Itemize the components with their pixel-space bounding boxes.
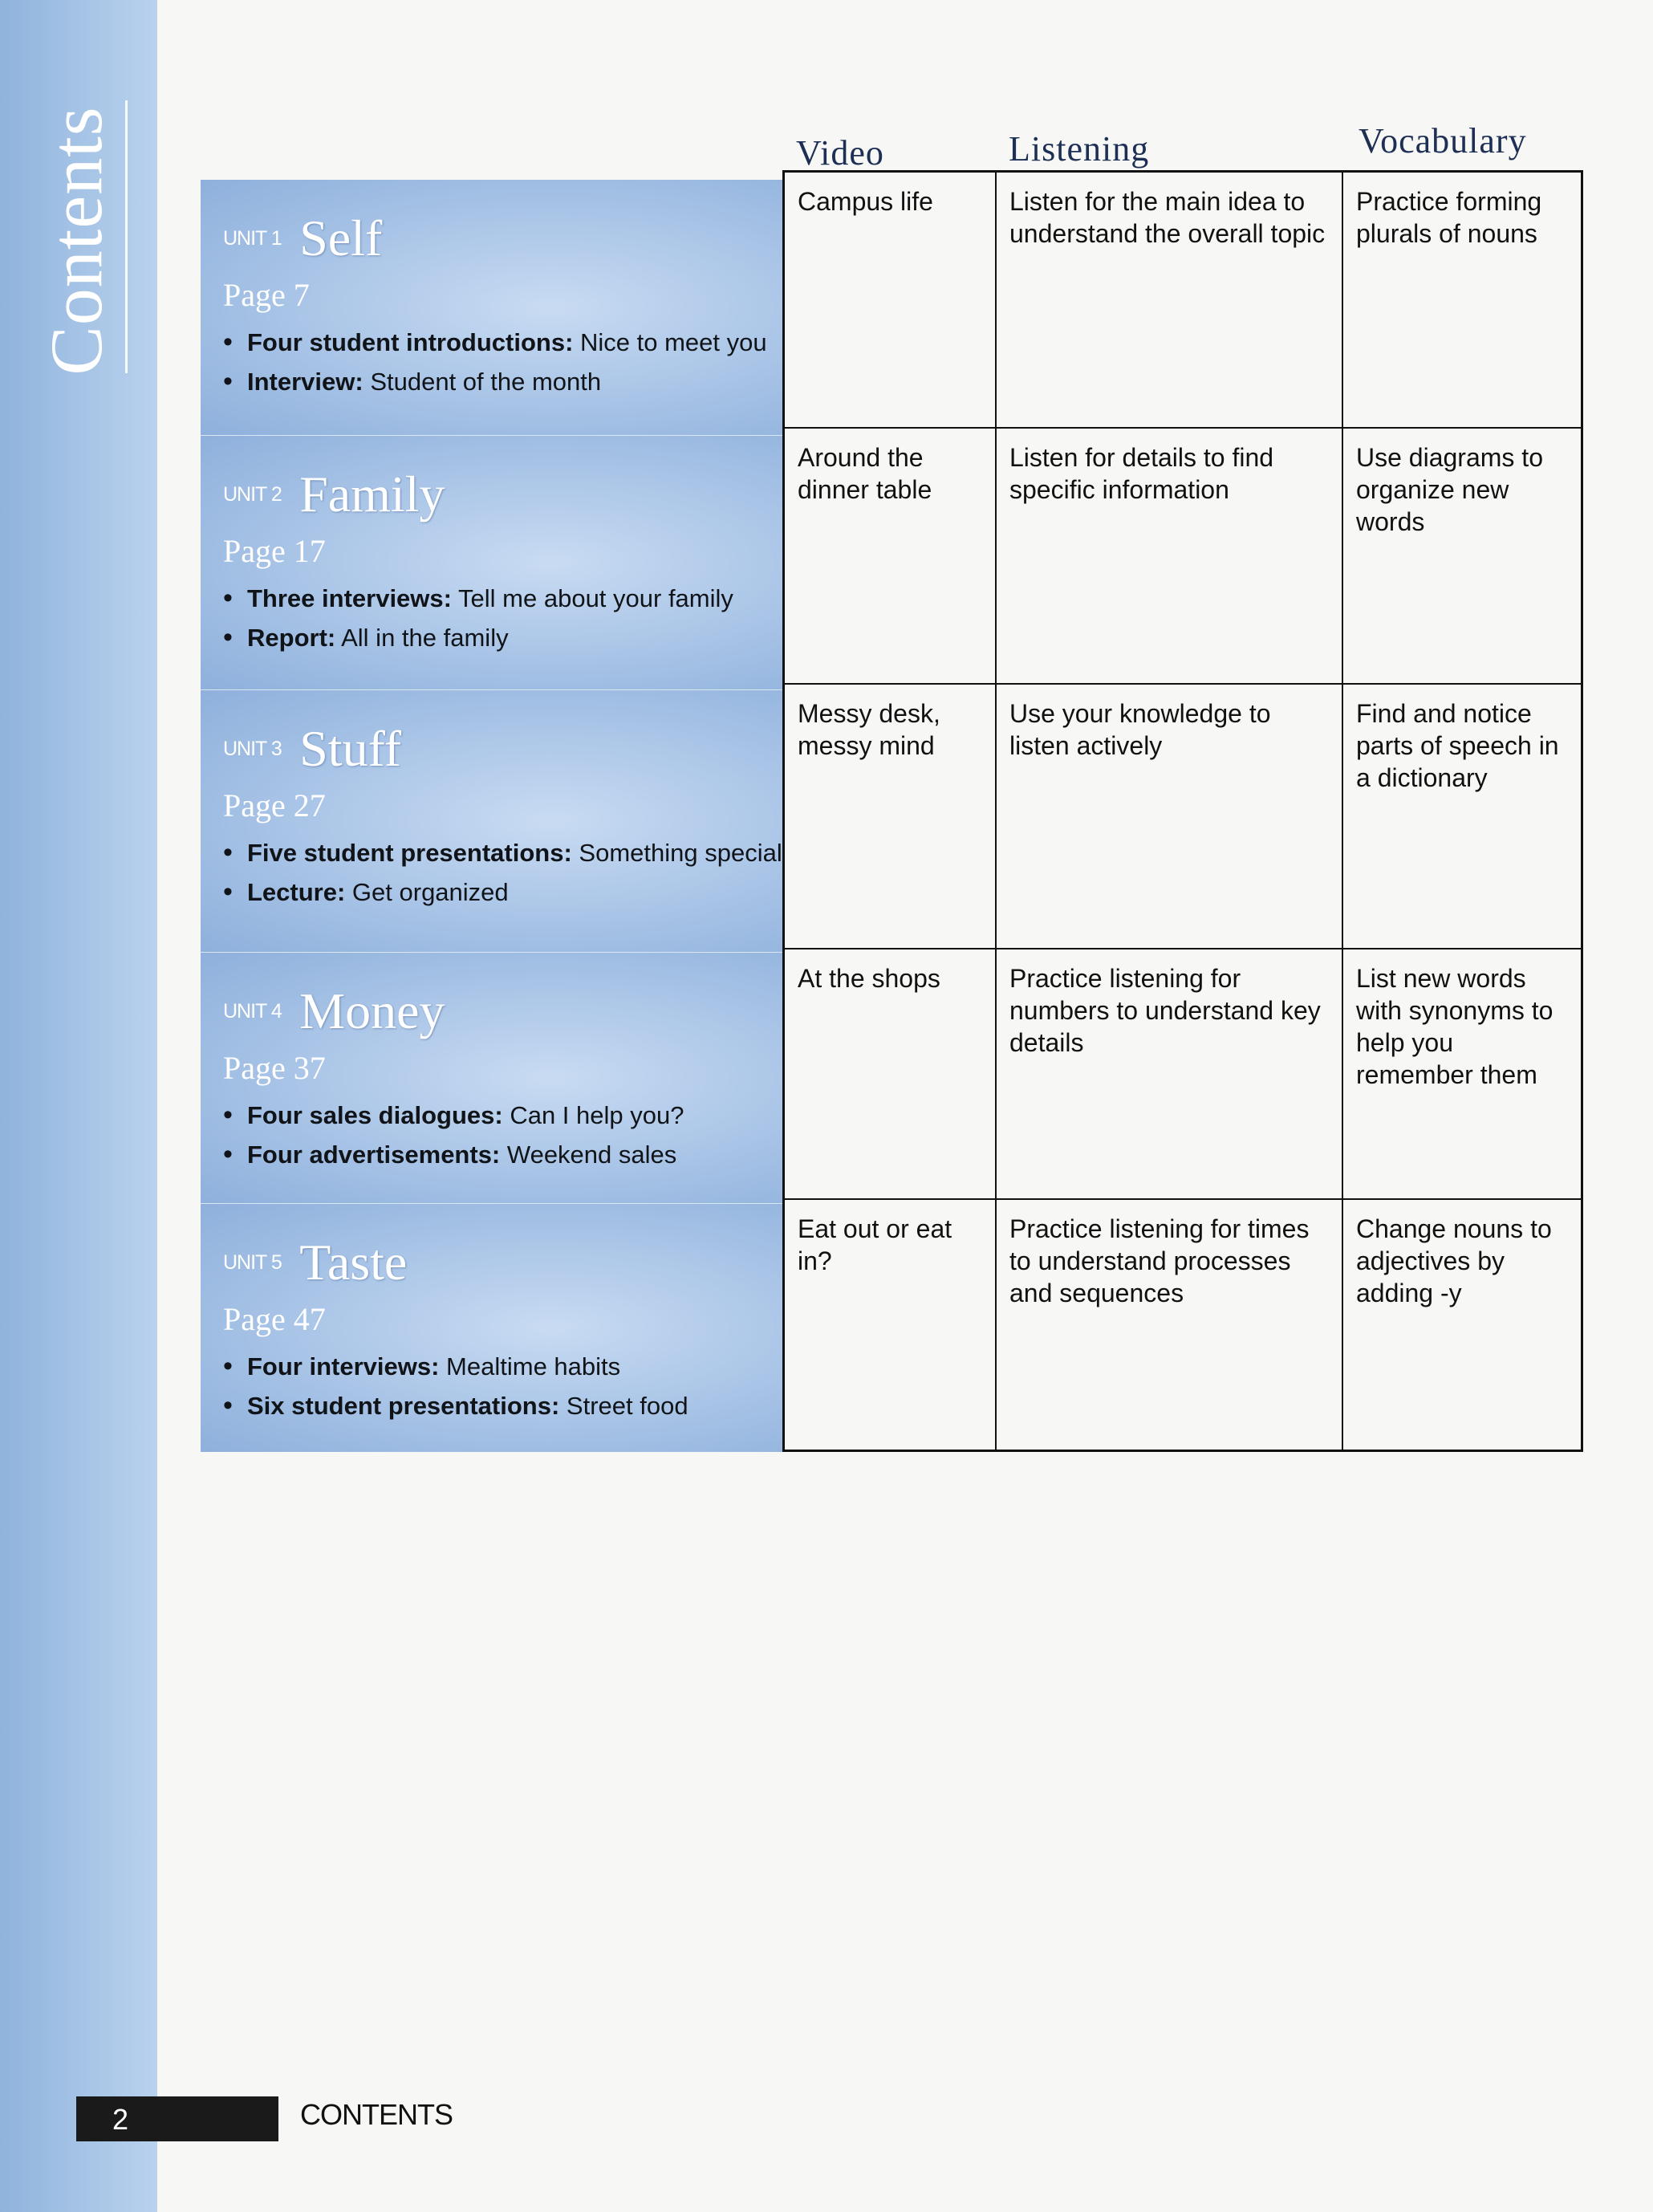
bullet-item <box>223 323 767 362</box>
unit-bullet-list <box>223 833 782 912</box>
column-header-vocabulary: Vocabulary <box>1359 121 1527 161</box>
bullet-text: All in the family <box>335 624 509 652</box>
bullet-item <box>223 1347 688 1386</box>
contents-table <box>782 170 1583 1452</box>
video-cell: Around the dinner table <box>785 429 997 685</box>
listening-cell: Practice listening for numbers to understand key details <box>997 949 1343 1200</box>
column-header-listening: Listening <box>1009 129 1150 169</box>
bullet-item <box>223 618 733 657</box>
unit-name: Self <box>299 209 383 266</box>
bullet-text: Nice to meet you <box>573 328 767 356</box>
unit-bullet-list <box>223 579 733 657</box>
contents-heading: Contents <box>35 106 117 376</box>
video-cell: Eat out or eat in? <box>785 1200 997 1450</box>
bullet-text: Something special <box>571 839 782 867</box>
bullet-text: Tell me about your family <box>451 584 733 612</box>
video-cell: Campus life <box>785 173 997 429</box>
bullet-text: Street food <box>559 1392 688 1420</box>
listening-cell: Practice listening for times to understand processes and sequences <box>997 1200 1343 1450</box>
sidebar <box>0 0 157 2212</box>
bullet-item <box>223 579 733 618</box>
vocabulary-cell: Practice forming plurals of nouns <box>1343 173 1581 429</box>
sidebar-title <box>16 96 136 385</box>
vocabulary-cell: Use diagrams to organize new words <box>1343 429 1581 685</box>
unit-label: UNIT 3 <box>223 737 282 760</box>
listening-cell: Use your knowledge to listen actively <box>997 685 1343 949</box>
unit-name: Stuff <box>299 720 402 777</box>
unit-heading <box>223 209 382 268</box>
footer-section-label: CONTENTS <box>300 2098 453 2131</box>
bullet-item <box>223 1096 684 1135</box>
unit-name: Family <box>299 466 445 523</box>
bullet-bold: Six student presentations: <box>247 1392 560 1420</box>
unit-panel-3[interactable] <box>201 690 785 955</box>
unit-panel-2[interactable] <box>201 436 785 693</box>
bullet-bold: Report: <box>247 624 336 652</box>
video-cell: Messy desk, messy mind <box>785 685 997 949</box>
column-header-video: Video <box>796 133 884 173</box>
unit-heading <box>223 719 401 779</box>
unit-bullet-list <box>223 323 767 401</box>
unit-page-link[interactable]: Page 47 <box>223 1301 326 1337</box>
bullet-bold: Four student introductions: <box>247 328 574 356</box>
bullet-text: Can I help you? <box>502 1101 684 1129</box>
unit-label: UNIT 4 <box>223 999 282 1023</box>
bullet-bold: Four advertisements: <box>247 1141 501 1169</box>
video-cell: At the shops <box>785 949 997 1200</box>
bullet-text: Mealtime habits <box>439 1352 621 1380</box>
unit-name: Money <box>299 982 445 1039</box>
bullet-text: Get organized <box>345 878 509 906</box>
footer-page-number: 2 <box>112 2103 129 2136</box>
unit-page-link[interactable]: Page 17 <box>223 533 326 569</box>
unit-page-link[interactable]: Page 37 <box>223 1050 326 1086</box>
bullet-bold: Interview: <box>247 368 363 396</box>
unit-bullet-list <box>223 1347 688 1425</box>
bullet-text: Weekend sales <box>500 1141 677 1169</box>
listening-cell: Listen for details to find specific information <box>997 429 1343 685</box>
bullet-item <box>223 872 782 912</box>
vocabulary-cell: Change nouns to adjectives by adding -y <box>1356 1214 1552 1307</box>
unit-heading <box>223 465 445 524</box>
bullet-text: Student of the month <box>363 368 602 396</box>
bullet-item <box>223 1135 684 1174</box>
unit-page-link[interactable]: Page 27 <box>223 787 326 823</box>
bullet-bold: Lecture: <box>247 878 346 906</box>
bullet-item <box>223 362 767 401</box>
unit-panel-4[interactable] <box>201 953 785 1206</box>
bullet-bold: Four interviews: <box>247 1352 440 1380</box>
sidebar-divider <box>125 100 128 373</box>
listening-cell: Listen for the main idea to understand the overall topic <box>997 173 1343 429</box>
unit-bullet-list <box>223 1096 684 1174</box>
unit-name: Taste <box>299 1234 408 1291</box>
unit-label: UNIT 2 <box>223 482 282 506</box>
unit-panel-5[interactable] <box>201 1204 785 1452</box>
footer-page-box <box>76 2096 278 2141</box>
unit-page-link[interactable]: Page 7 <box>223 277 310 313</box>
vocabulary-cell: List new words with synonyms to help you remember them <box>1343 949 1581 1200</box>
unit-label: UNIT 1 <box>223 226 282 250</box>
unit-label: UNIT 5 <box>223 1250 282 1274</box>
bullet-item <box>223 833 782 872</box>
bullet-item <box>223 1386 688 1425</box>
bullet-bold: Four sales dialogues: <box>247 1101 503 1129</box>
unit-heading <box>223 1233 407 1292</box>
bullet-bold: Three interviews: <box>247 584 452 612</box>
unit-panel-1[interactable] <box>201 180 785 438</box>
unit-heading <box>223 982 445 1041</box>
vocabulary-cell: Find and notice parts of speech in a dictionary <box>1343 685 1581 949</box>
bullet-bold: Five student presentations: <box>247 839 572 867</box>
